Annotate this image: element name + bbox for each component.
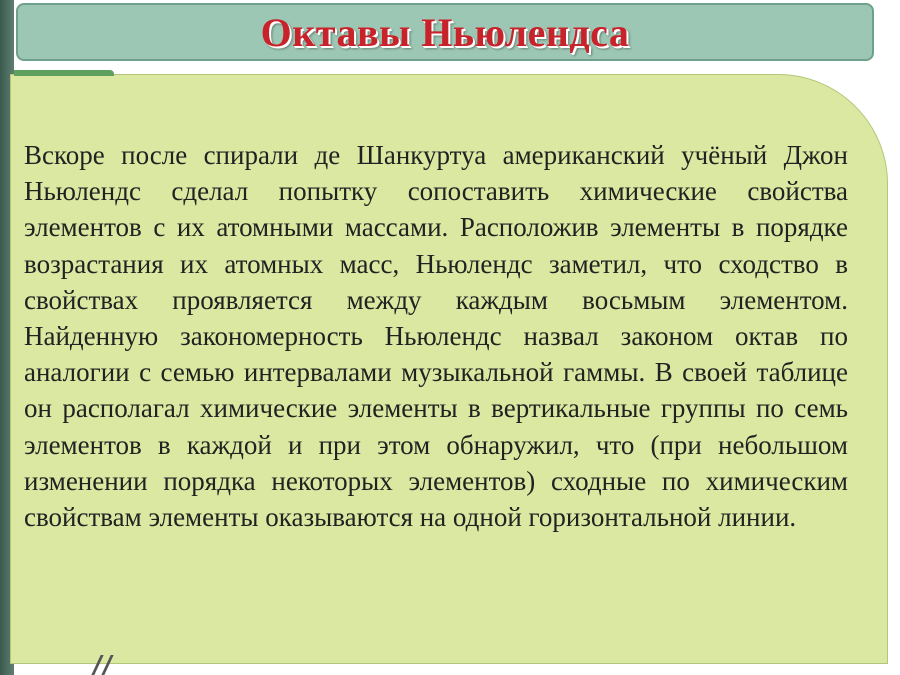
slide-body-text: Вскоре после спирали де Шанкуртуа американский учёный Джон Ньюлендс сделал попытку сопоставить химические свойства элементов с их атомными массами. Расположив элементы в порядке возрастания их атомных масс, Ньюлендс заметил, что сходство в свойствах проявляется между каждым восьмым элементом. Найденную закономерность Ньюлендс назвал законом октав по аналогии с семью интервалами музыкальной гаммы. В своей таблице он располагал химические элементы в вертикальные группы по семь элементов в каждой и при этом обнаружил, что (при небольшом изменении порядка некоторых элементов) сходные по химическим свойствам элементы оказываются на одной горизонтальной линии. [24, 140, 848, 533]
decorative-lines [92, 655, 132, 675]
title-banner [16, 3, 874, 61]
slide-title: Октавы Ньюлендса [260, 9, 630, 55]
panel-accent-stripe [14, 70, 114, 76]
